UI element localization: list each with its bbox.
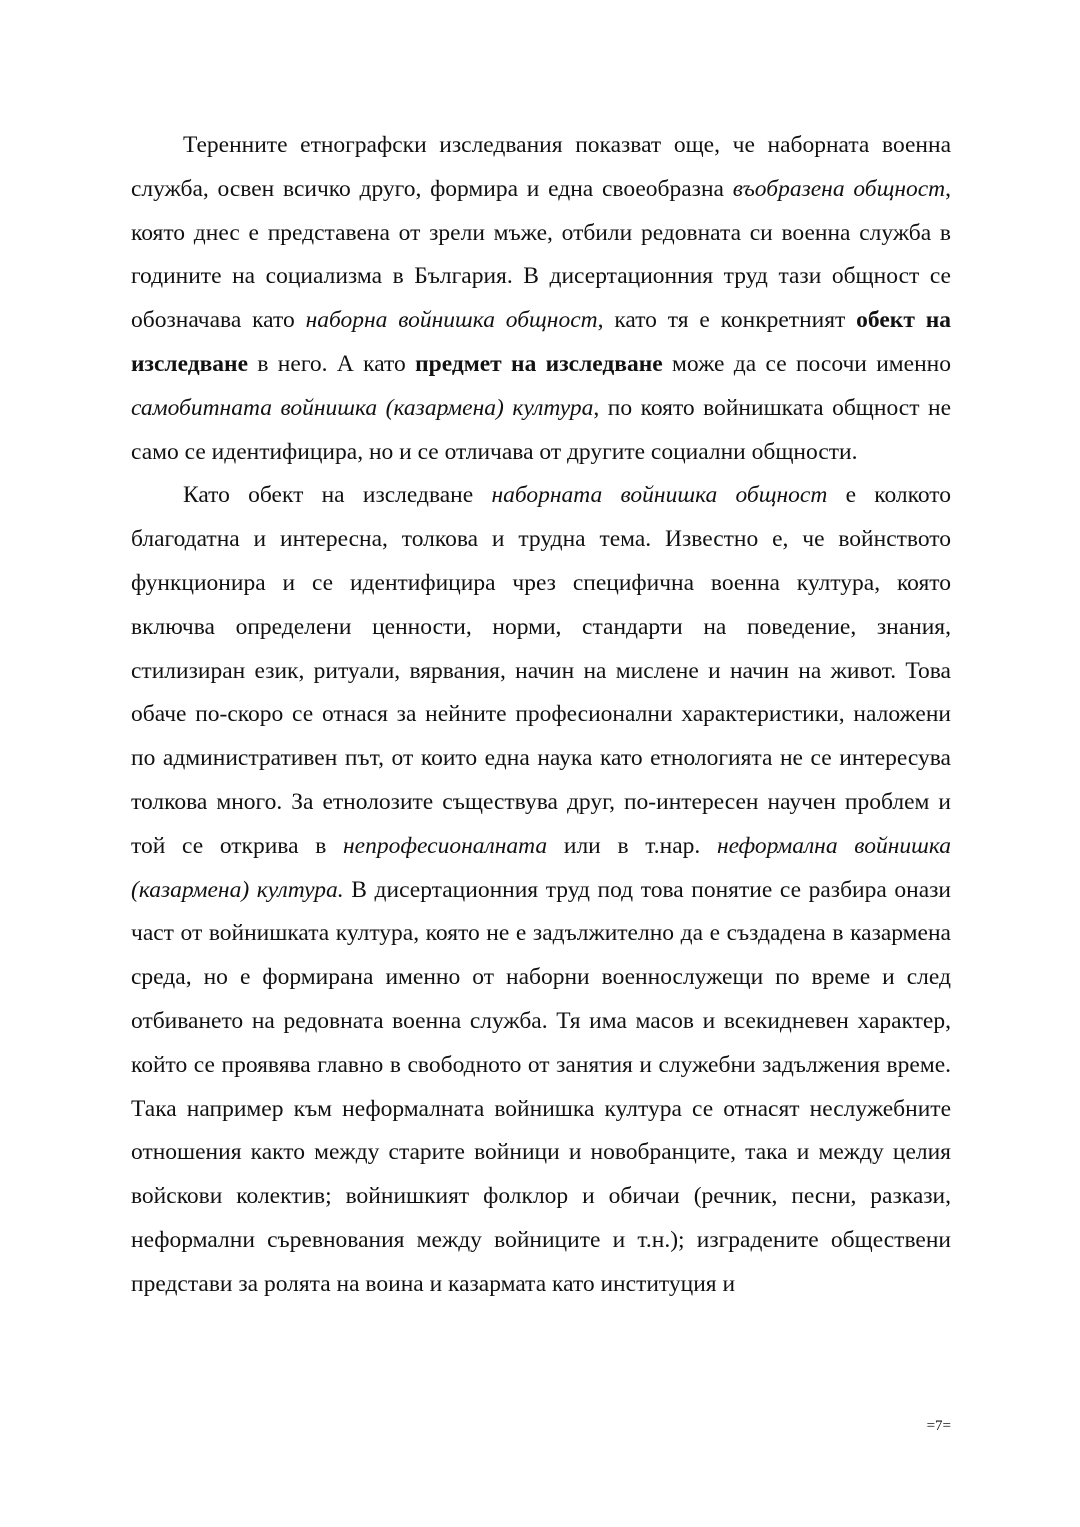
text-run: Като обект на изследване (183, 482, 474, 509)
text-run: , по която войнишката общност не само се идентифицира, но и се отличава от другите социални общности. (131, 394, 951, 465)
text-run: В дисертационния труд под това понятие се разбира онази част от войнишката култура, която не е задължително да е създадена в казармена среда, но е формирана именно от наборни военнослужещи по време и след отбиването на редовната военна служба. Тя има масов и всекидневен характер, който се проявява главно в свободното от занятия и служебни задължения време. Така например към неформалната войнишка култура се отнасят неслужебните отношения както между старите войници и новобранците, така и между целия войскови колектив; войнишкият фолклор и обичаи (речник, песни, разкази, неформални съревнования между войниците и т.н.); изградените обществени представи за ролята на воина и казармата като институция и (131, 876, 951, 1297)
italic-term: неформална войнишка (казармена) култура. (131, 832, 951, 903)
text-run: може да се посочи именно (672, 350, 951, 377)
italic-term: самобитната войнишка (казармена) култура (131, 394, 594, 421)
text-run: Теренните етнографски изследвания показват още, че наборната военна служба, освен всичко друго, формира и една своеобразна (131, 132, 951, 202)
bold-term: обект на изследване (131, 307, 952, 377)
text-run: , която днес е представена от зрели мъже, отбили редовната си военна служба в годините на социализма в България. В дисертационния труд тази общност се обозначава като (131, 175, 951, 334)
italic-term: въобразена общност (732, 175, 946, 202)
bold-term: предмет на изследване (415, 350, 663, 377)
text-run: или в т.нар. (563, 832, 701, 859)
italic-term: наборната войнишка общност (491, 482, 828, 509)
text-run: е колкото благодатна и интересна, толкова и трудна тема. Известно е, че войнството функционира и се идентифицира чрез специфична военна култура, която включва определени ценности, норми, стандарти на поведение, знания, стилизиран език, ритуали, вярвания, начин на мислене и начин на живот. Това обаче по-скоро се отнася за нейните професионални характеристики, наложени по административен път, от които една наука като етнологията не се интересува толкова много. За етнолозите съществува друг, по-интересен научен проблем и той се открива в (131, 482, 952, 859)
paragraph-2 (131, 474, 951, 1306)
italic-term: наборна войнишка общност (305, 307, 598, 334)
paragraph-1 (131, 124, 951, 474)
page-number: =7= (926, 1418, 951, 1434)
italic-term: непрофесионалната (343, 832, 548, 859)
text-run: в него. А като (257, 350, 406, 377)
body-text (131, 124, 951, 1307)
text-run: , като тя е конкретният (597, 307, 846, 334)
